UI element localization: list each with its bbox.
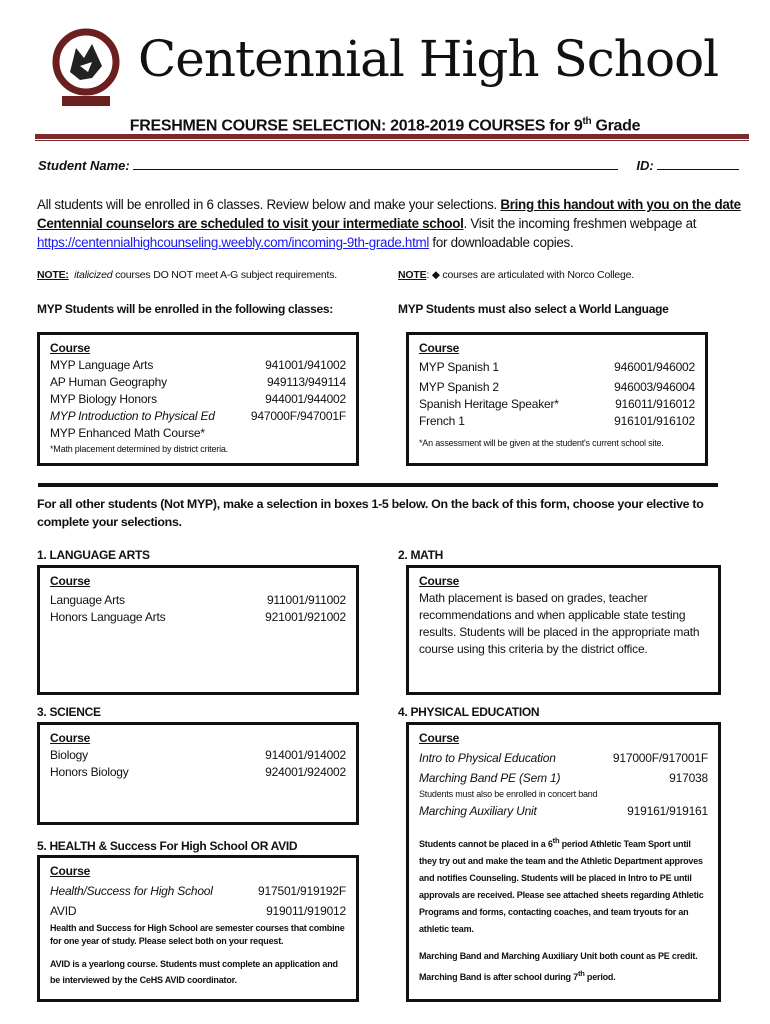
language-arts-box <box>37 565 359 695</box>
avid-note: AVID is a yearlong course. Students must complete an application and be interviewed by the CeHS AVID coordinator. <box>50 959 338 985</box>
math-placement-text: Math placement is based on grades, teacher recommendations and when applicable state testing results. Students will be placed in the appropriate math course using this criteria by the district office. <box>419 591 700 656</box>
course-row: MYP Spanish 1 946001/946002 <box>419 360 695 374</box>
id-label: ID: <box>636 158 654 173</box>
section-title-science: 3. SCIENCE <box>37 705 101 719</box>
athletic-note: Students cannot be placed in a 6th period Athletic Team Sport until they try out and make the team and the Athletic Department approves and notifies Counseling. Students will be placed in Intro to PE until approvals are received. Please see attached sheets regarding Athletic Programs and forms, contacting coaches, and team tryouts for an athletic team. <box>419 836 704 934</box>
course-row: Intro to Physical Education 917000F/917001F <box>419 751 708 765</box>
course-row: AP Human Geography 949113/949114 <box>50 375 346 389</box>
band-note: Students must also be enrolled in concert band <box>419 789 598 799</box>
section-title-math: 2. MATH <box>398 548 444 562</box>
myp-required-box <box>37 332 359 466</box>
health-note: Health and Success for High School are semester courses that combine for one year of study. Please select both on your request. <box>50 923 345 946</box>
course-row: Marching Auxiliary Unit 919161/919161 <box>419 804 708 818</box>
header-rule-thin <box>35 140 749 141</box>
note-italic: NOTE: italicized courses DO NOT meet A-G subject requirements. <box>37 269 337 281</box>
course-header: Course <box>419 574 460 588</box>
school-logo <box>52 22 120 122</box>
course-row: French 1 916101/916102 <box>419 414 695 428</box>
footnote: *An assessment will be given at the student's current school site. <box>419 438 664 448</box>
science-box <box>37 722 359 825</box>
course-row: Spanish Heritage Speaker* 916011/916012 <box>419 397 695 411</box>
math-box <box>406 565 721 695</box>
section-title-health: 5. HEALTH & Success For High School OR AVID <box>37 839 298 853</box>
health-box <box>37 855 359 1002</box>
pe-box <box>406 722 721 1002</box>
course-row: Honors Language Arts 921001/921002 <box>50 610 346 624</box>
section-title-pe: 4. PHYSICAL EDUCATION <box>398 705 540 719</box>
course-row: Health/Success for High School 917501/919192F <box>50 884 346 898</box>
course-row: MYP Spanish 2 946003/946004 <box>419 380 695 394</box>
course-header: Course <box>419 731 460 745</box>
note-norco: NOTE: ◆ courses are articulated with Norco College. <box>398 269 634 281</box>
course-row: Language Arts 911001/911002 <box>50 593 346 607</box>
band-credit-note: Marching Band and Marching Auxiliary Unit both count as PE credit. Marching Band is after school during 7th period. <box>419 951 698 982</box>
course-header: Course <box>50 341 91 355</box>
course-header: Course <box>50 731 91 745</box>
course-row: MYP Biology Honors 944001/944002 <box>50 392 346 406</box>
course-row: MYP Enhanced Math Course* <box>50 426 205 440</box>
diamond-icon: ◆ <box>431 269 440 281</box>
id-field[interactable] <box>657 157 739 170</box>
page-title: FRESHMEN COURSE SELECTION: 2018-2019 COURSES for 9th Grade <box>129 116 641 135</box>
course-row: Marching Band PE (Sem 1) 917038 <box>419 771 708 785</box>
myp-language-heading: MYP Students must also select a World Language <box>398 302 669 316</box>
course-header: Course <box>50 864 91 878</box>
course-row: MYP Language Arts 941001/941002 <box>50 358 346 372</box>
student-info-line <box>38 157 739 173</box>
section-title-language-arts: 1. LANGUAGE ARTS <box>37 548 150 562</box>
course-header: Course <box>50 574 91 588</box>
course-header: Course <box>419 341 460 355</box>
footnote: *Math placement determined by district criteria. <box>50 444 228 454</box>
other-students-instructions: For all other students (Not MYP), make a selection in boxes 1-5 below. On the back of this form, choose your elective to complete your selections. <box>37 497 704 529</box>
student-name-field[interactable] <box>133 157 618 170</box>
myp-required-heading: MYP Students will be enrolled in the following classes: <box>37 302 333 316</box>
course-row: AVID 919011/919012 <box>50 904 346 918</box>
course-row: Biology 914001/914002 <box>50 748 346 762</box>
section-divider <box>38 483 718 487</box>
incoming-freshmen-link[interactable]: https://centennialhighcounseling.weebly.com/incoming-9th-grade.html <box>37 235 430 250</box>
student-name-label: Student Name: <box>38 158 130 173</box>
school-name: Centennial High School <box>138 30 719 88</box>
myp-language-box <box>406 332 708 466</box>
course-row: MYP Introduction to Physical Ed 947000F/947001F <box>50 409 346 423</box>
course-row: Honors Biology 924001/924002 <box>50 765 346 779</box>
intro-paragraph: All students will be enrolled in 6 classes. Review below and make your selections. Bring this handout with you on the date Centennial counselors are scheduled to visit your intermediate school. Visit the incoming freshmen webpage at https://centennialhighcounseling.weebly.com/incoming-9th-grade.html for downloadable copies. <box>37 197 741 250</box>
